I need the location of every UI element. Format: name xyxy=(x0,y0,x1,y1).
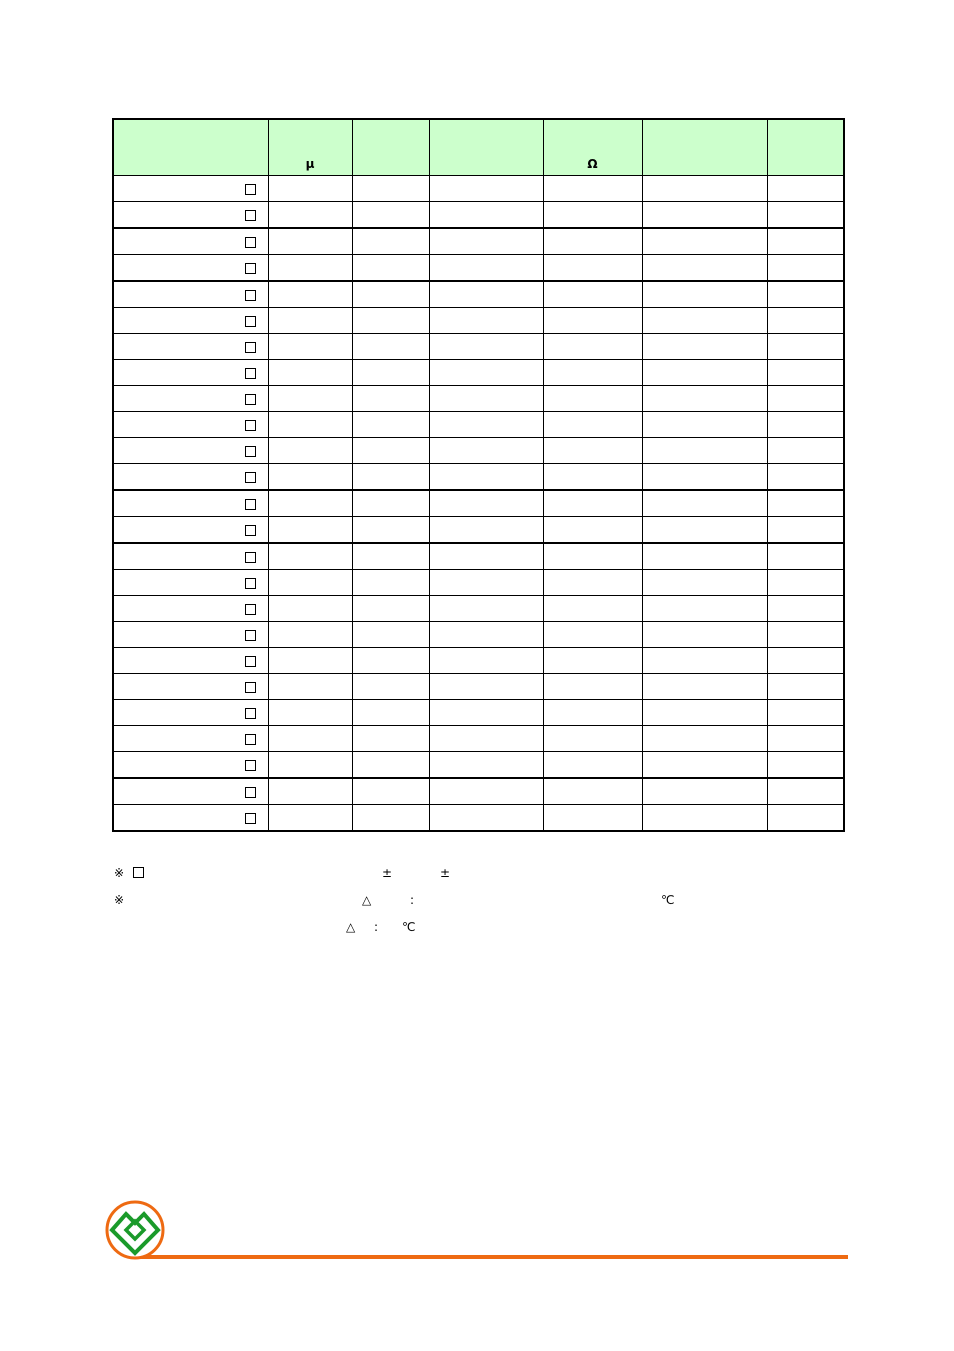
part-number-cell xyxy=(113,648,268,674)
table-cell xyxy=(767,700,844,726)
table-cell xyxy=(268,438,352,464)
table-cell xyxy=(429,308,543,334)
square-icon xyxy=(133,867,144,878)
spec-table xyxy=(112,118,845,832)
part-number-cell xyxy=(113,228,268,255)
table-cell xyxy=(429,438,543,464)
square-icon xyxy=(245,787,256,798)
table-cell xyxy=(268,412,352,438)
part-number-cell xyxy=(113,752,268,779)
table-cell xyxy=(268,778,352,805)
table-cell xyxy=(352,438,429,464)
table-cell xyxy=(767,570,844,596)
square-icon xyxy=(245,290,256,301)
part-number-cell xyxy=(113,464,268,491)
table-cell xyxy=(543,752,642,779)
square-icon xyxy=(245,420,256,431)
table-row xyxy=(113,752,844,779)
table-cell xyxy=(429,202,543,229)
table-cell xyxy=(642,622,767,648)
header-cell-test-frequency xyxy=(429,119,543,176)
square-icon xyxy=(245,734,256,745)
table-row xyxy=(113,228,844,255)
table-cell xyxy=(642,255,767,282)
header-cell-part-number xyxy=(113,119,268,176)
company-logo xyxy=(104,1199,166,1261)
table-cell xyxy=(268,570,352,596)
table-cell xyxy=(543,622,642,648)
table-row xyxy=(113,281,844,308)
table-cell xyxy=(543,805,642,832)
table-cell xyxy=(429,674,543,700)
table-cell xyxy=(543,360,642,386)
square-icon xyxy=(245,656,256,667)
table-cell xyxy=(352,622,429,648)
square-icon xyxy=(245,604,256,615)
table-cell xyxy=(543,543,642,570)
table-cell xyxy=(429,622,543,648)
table-row xyxy=(113,360,844,386)
table-cell xyxy=(543,228,642,255)
table-cell xyxy=(642,464,767,491)
table-cell xyxy=(767,360,844,386)
table-cell xyxy=(767,176,844,202)
table-row xyxy=(113,412,844,438)
note2-colon: : xyxy=(410,893,415,907)
part-number-cell xyxy=(113,334,268,360)
table-cell xyxy=(767,308,844,334)
part-number-cell xyxy=(113,622,268,648)
table-cell xyxy=(642,438,767,464)
table-cell xyxy=(268,360,352,386)
square-icon xyxy=(245,368,256,379)
part-number-cell xyxy=(113,517,268,544)
table-cell xyxy=(429,386,543,412)
part-number-cell xyxy=(113,700,268,726)
table-cell xyxy=(352,596,429,622)
table-cell xyxy=(642,228,767,255)
table-row xyxy=(113,700,844,726)
table-row xyxy=(113,202,844,229)
table-cell xyxy=(429,543,543,570)
table-cell xyxy=(268,805,352,832)
table-header-row xyxy=(113,119,844,176)
table-cell xyxy=(429,360,543,386)
square-icon xyxy=(245,760,256,771)
table-cell xyxy=(767,228,844,255)
table-row xyxy=(113,334,844,360)
part-number-cell xyxy=(113,412,268,438)
table-cell xyxy=(767,622,844,648)
table-cell xyxy=(352,543,429,570)
note2-ref-mark: ※ xyxy=(114,893,125,907)
table-cell xyxy=(268,202,352,229)
table-row xyxy=(113,490,844,517)
table-cell xyxy=(767,464,844,491)
part-number-cell xyxy=(113,438,268,464)
table-cell xyxy=(429,412,543,438)
table-row xyxy=(113,622,844,648)
table-cell xyxy=(352,202,429,229)
table-row xyxy=(113,648,844,674)
square-icon xyxy=(245,210,256,221)
table-cell xyxy=(543,255,642,282)
table-cell xyxy=(642,648,767,674)
table-cell xyxy=(352,308,429,334)
table-cell xyxy=(767,255,844,282)
part-number-cell xyxy=(113,596,268,622)
table-cell xyxy=(352,700,429,726)
table-cell xyxy=(429,778,543,805)
table-cell xyxy=(642,334,767,360)
table-cell xyxy=(543,517,642,544)
table-row xyxy=(113,438,844,464)
note1-ref-mark: ※ xyxy=(114,866,125,880)
table-cell xyxy=(543,308,642,334)
part-number-cell xyxy=(113,674,268,700)
table-cell xyxy=(642,570,767,596)
table-cell xyxy=(543,596,642,622)
part-number-cell xyxy=(113,386,268,412)
part-number-cell xyxy=(113,490,268,517)
table-cell xyxy=(642,202,767,229)
table-cell xyxy=(268,622,352,648)
table-cell xyxy=(543,490,642,517)
table-cell xyxy=(642,176,767,202)
table-cell xyxy=(543,464,642,491)
table-cell xyxy=(543,726,642,752)
header-cell-tolerance xyxy=(352,119,429,176)
table-cell xyxy=(543,674,642,700)
table-row xyxy=(113,570,844,596)
table-cell xyxy=(352,464,429,491)
table-row xyxy=(113,464,844,491)
table-row xyxy=(113,176,844,202)
square-icon xyxy=(245,472,256,483)
table-cell xyxy=(642,726,767,752)
table-cell xyxy=(352,386,429,412)
table-cell xyxy=(268,543,352,570)
table-cell xyxy=(767,281,844,308)
part-number-cell xyxy=(113,281,268,308)
table-cell xyxy=(767,202,844,229)
part-number-cell xyxy=(113,255,268,282)
table-cell xyxy=(352,517,429,544)
table-row xyxy=(113,778,844,805)
square-icon xyxy=(245,263,256,274)
table-cell xyxy=(268,596,352,622)
table-cell xyxy=(268,228,352,255)
table-cell xyxy=(767,438,844,464)
table-cell xyxy=(268,464,352,491)
table-cell xyxy=(268,752,352,779)
table-cell xyxy=(543,176,642,202)
table-cell xyxy=(429,752,543,779)
table-cell xyxy=(268,700,352,726)
table-row xyxy=(113,517,844,544)
table-cell xyxy=(543,281,642,308)
table-cell xyxy=(642,543,767,570)
table-cell xyxy=(429,648,543,674)
table-cell xyxy=(268,517,352,544)
table-cell xyxy=(268,674,352,700)
square-icon xyxy=(245,578,256,589)
square-icon xyxy=(245,525,256,536)
part-number-cell xyxy=(113,570,268,596)
table-cell xyxy=(352,726,429,752)
table-cell xyxy=(352,570,429,596)
table-cell xyxy=(642,281,767,308)
table-cell xyxy=(767,596,844,622)
square-icon xyxy=(245,394,256,405)
table-row xyxy=(113,255,844,282)
table-cell xyxy=(352,176,429,202)
table-cell xyxy=(429,281,543,308)
table-cell xyxy=(268,176,352,202)
table-cell xyxy=(767,412,844,438)
square-icon xyxy=(245,342,256,353)
table-cell xyxy=(352,334,429,360)
table-body xyxy=(113,176,844,832)
table-cell xyxy=(767,752,844,779)
table-cell xyxy=(352,805,429,832)
table-cell xyxy=(543,412,642,438)
table-cell xyxy=(429,805,543,832)
header-cell-inductance: μ xyxy=(268,119,352,176)
table-cell xyxy=(767,648,844,674)
note2-unit: ℃ xyxy=(661,893,675,907)
table-cell xyxy=(642,700,767,726)
part-number-cell xyxy=(113,543,268,570)
table-cell xyxy=(767,674,844,700)
note3-unit: ℃ xyxy=(402,920,416,934)
table-cell xyxy=(767,543,844,570)
table-cell xyxy=(352,490,429,517)
header-cell-marking xyxy=(767,119,844,176)
table-cell xyxy=(352,778,429,805)
table-cell xyxy=(642,778,767,805)
part-number-cell xyxy=(113,778,268,805)
table-cell xyxy=(767,386,844,412)
note3-delta-icon: △ xyxy=(346,920,356,934)
table-cell xyxy=(352,752,429,779)
header-cell-rated-current xyxy=(642,119,767,176)
table-cell xyxy=(642,308,767,334)
table-cell xyxy=(429,228,543,255)
square-icon xyxy=(245,316,256,327)
table-cell xyxy=(543,700,642,726)
table-cell xyxy=(352,255,429,282)
square-icon xyxy=(245,237,256,248)
table-cell xyxy=(429,726,543,752)
part-number-cell xyxy=(113,360,268,386)
table-row xyxy=(113,805,844,832)
part-number-cell xyxy=(113,202,268,229)
note1-symbol-b: ± xyxy=(440,866,451,880)
table-cell xyxy=(352,228,429,255)
table-cell xyxy=(767,778,844,805)
table-cell xyxy=(543,648,642,674)
square-icon xyxy=(245,630,256,641)
note3-colon: : xyxy=(374,920,379,934)
table-cell xyxy=(543,334,642,360)
table-row xyxy=(113,726,844,752)
table-cell xyxy=(268,386,352,412)
table-cell xyxy=(642,752,767,779)
square-icon xyxy=(245,708,256,719)
table-cell xyxy=(543,778,642,805)
table-cell xyxy=(268,490,352,517)
table-cell xyxy=(352,648,429,674)
table-cell xyxy=(268,281,352,308)
table-cell xyxy=(429,596,543,622)
table-cell xyxy=(767,334,844,360)
table-cell xyxy=(429,255,543,282)
table-cell xyxy=(642,805,767,832)
table-row xyxy=(113,674,844,700)
square-icon xyxy=(245,682,256,693)
square-icon xyxy=(245,499,256,510)
table-cell xyxy=(429,490,543,517)
table-cell xyxy=(429,334,543,360)
table-cell xyxy=(429,176,543,202)
table-cell xyxy=(268,648,352,674)
table-cell xyxy=(543,438,642,464)
table-cell xyxy=(268,255,352,282)
table-cell xyxy=(543,202,642,229)
table-cell xyxy=(429,700,543,726)
part-number-cell xyxy=(113,176,268,202)
table-cell xyxy=(352,360,429,386)
table-cell xyxy=(642,674,767,700)
note2-delta-icon: △ xyxy=(362,893,372,907)
table-cell xyxy=(642,490,767,517)
part-number-cell xyxy=(113,308,268,334)
table-cell xyxy=(429,464,543,491)
table-cell xyxy=(352,281,429,308)
table-cell xyxy=(429,570,543,596)
table-cell xyxy=(352,674,429,700)
table-cell xyxy=(767,805,844,832)
table-cell xyxy=(429,517,543,544)
note1-symbol-a: ± xyxy=(382,866,393,880)
footer-rule xyxy=(140,1255,848,1259)
table-cell xyxy=(352,412,429,438)
part-number-cell xyxy=(113,726,268,752)
square-icon xyxy=(245,813,256,824)
table-cell xyxy=(642,386,767,412)
square-icon xyxy=(245,446,256,457)
table-row xyxy=(113,308,844,334)
table-cell xyxy=(642,517,767,544)
header-cell-dc-resistance: Ω xyxy=(543,119,642,176)
table-cell xyxy=(767,726,844,752)
table-cell xyxy=(642,412,767,438)
table-cell xyxy=(268,308,352,334)
table-row xyxy=(113,386,844,412)
table-cell xyxy=(268,726,352,752)
table-cell xyxy=(767,517,844,544)
table-cell xyxy=(642,360,767,386)
table-row xyxy=(113,596,844,622)
table-cell xyxy=(642,596,767,622)
table-cell xyxy=(767,490,844,517)
table-cell xyxy=(543,570,642,596)
table-row xyxy=(113,543,844,570)
square-icon xyxy=(245,552,256,563)
table-cell xyxy=(268,334,352,360)
part-number-cell xyxy=(113,805,268,832)
square-icon xyxy=(245,184,256,195)
table-cell xyxy=(543,386,642,412)
